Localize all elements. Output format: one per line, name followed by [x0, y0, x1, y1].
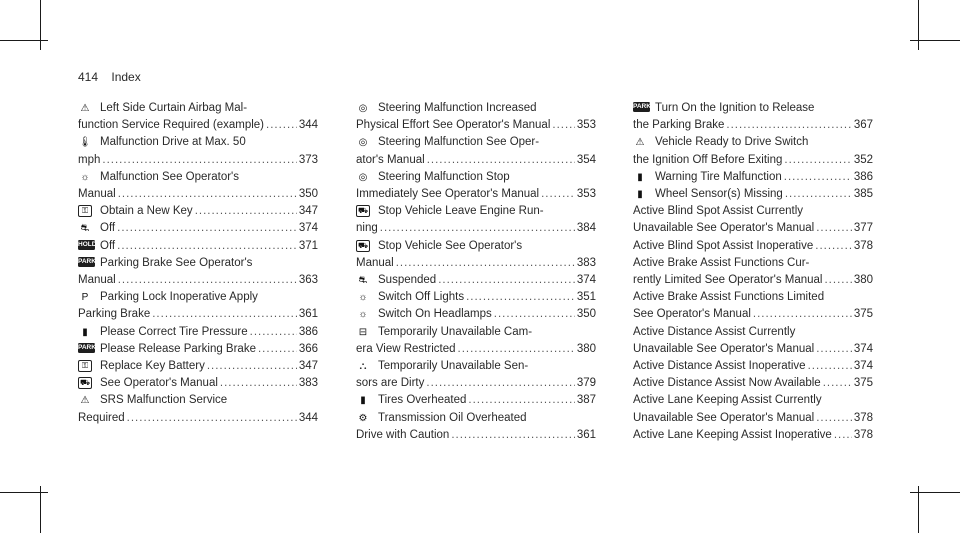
steering-malfunction-icon: ◎: [358, 103, 368, 114]
index-entry-text: Stop Vehicle See Operator's: [378, 239, 523, 252]
index-entry[interactable]: [78, 203, 318, 220]
dot-leader: [466, 289, 575, 306]
index-entry[interactable]: [633, 324, 873, 358]
index-page-number[interactable]: 350: [576, 308, 596, 321]
index-entry-line: [633, 255, 873, 272]
index-entry-line: [356, 392, 596, 409]
index-page-number[interactable]: 366: [298, 342, 318, 355]
index-entry[interactable]: [633, 134, 873, 168]
index-entry-line: [78, 341, 318, 358]
index-entry-line: [78, 358, 318, 375]
index-page-number[interactable]: 377: [853, 222, 873, 235]
index-entry[interactable]: [633, 358, 873, 375]
index-entry-line: [633, 152, 873, 169]
index-page-number[interactable]: 373: [298, 153, 318, 166]
index-entry-text: the Parking Brake: [633, 119, 725, 132]
index-entry-text: function Service Required (example): [78, 119, 265, 132]
dot-leader: [784, 152, 851, 169]
index-entry-text: Parking Brake See Operator's: [100, 256, 253, 269]
index-entry-text: Active Distance Assist Currently: [633, 325, 796, 338]
dot-leader: [816, 410, 852, 427]
index-entry-text: Unavailable See Operator's Manual: [633, 222, 815, 235]
key-icon: ⚿: [78, 205, 92, 217]
index-entry[interactable]: [633, 186, 873, 203]
index-entry-text: Active Lane Keeping Assist Inoperative: [633, 428, 832, 441]
dot-leader: [220, 375, 297, 392]
index-entry-line: [633, 358, 873, 375]
vehicle-icon: ⛟: [357, 240, 369, 250]
index-entry[interactable]: [356, 392, 596, 409]
index-entry-line: [356, 134, 596, 151]
index-entry-text: ning: [356, 222, 378, 235]
index-entry-line: [78, 100, 318, 117]
index-entry[interactable]: [633, 392, 873, 426]
park-icon: PARK: [633, 103, 651, 110]
dot-leader: [102, 152, 296, 169]
index-entry-text: Replace Key Battery: [100, 360, 205, 373]
dot-leader: [541, 186, 575, 203]
dot-leader: [458, 341, 575, 358]
index-entry-line: [356, 255, 596, 272]
index-entry-text: ator's Manual: [356, 153, 425, 166]
index-entry-line: [78, 117, 318, 134]
index-entry-text: Please Release Parking Brake: [100, 342, 256, 355]
index-entry-text: Vehicle Ready to Drive Switch: [655, 136, 809, 149]
index-entry-line: [633, 306, 873, 323]
index-entry-text: sors are Dirty: [356, 377, 425, 390]
dot-leader: [426, 375, 574, 392]
index-page-number[interactable]: 374: [853, 342, 873, 355]
index-entry[interactable]: [356, 324, 596, 358]
index-entry-line: [356, 186, 596, 203]
index-entry-text: Left Side Curtain Airbag Mal-: [100, 102, 248, 114]
index-entry-text: Active Brake Assist Functions Limited: [633, 291, 825, 304]
index-page-number[interactable]: 374: [298, 222, 318, 235]
light-bulb-icon: ☼: [80, 171, 90, 183]
index-entry[interactable]: [633, 255, 873, 289]
index-entry-line: [78, 410, 318, 427]
index-page-number[interactable]: 386: [298, 325, 318, 338]
index-entry-line: [633, 134, 873, 151]
index-entry-line: [633, 100, 873, 117]
index-entry-text: Drive with Caution: [356, 428, 450, 441]
index-entry-text: Obtain a New Key: [100, 205, 193, 218]
dot-leader: [494, 306, 575, 323]
index-entry-text: Manual: [78, 274, 116, 287]
index-entry[interactable]: [78, 238, 318, 255]
key-icon: ⚿: [78, 360, 92, 372]
vehicle-icon: ⛟: [79, 378, 91, 388]
index-entry-text: Parking Brake: [78, 308, 151, 321]
index-entry-text: Steering Malfunction Increased: [378, 102, 537, 114]
dot-leader: [117, 238, 297, 255]
index-entry-line: [356, 100, 596, 117]
crop-mark: [0, 492, 48, 493]
index-entry-line: [78, 289, 318, 306]
dot-leader: [784, 169, 852, 186]
tire-pressure-icon: ▮: [637, 171, 643, 183]
index-page-number[interactable]: 374: [576, 274, 596, 287]
index-entry[interactable]: [78, 289, 318, 323]
crop-mark: [910, 40, 960, 41]
index-entry-text: Stop Vehicle Leave Engine Run-: [378, 205, 544, 218]
index-entry-text: Parking Lock Inoperative Apply: [100, 291, 258, 304]
index-entry-text: Physical Effort See Operator's Manual: [356, 119, 551, 132]
dot-leader: [816, 220, 852, 237]
index-entry-line: [356, 117, 596, 134]
index-entry[interactable]: [78, 255, 318, 289]
index-entry-line: [78, 324, 318, 341]
crop-mark: [918, 0, 919, 50]
index-entry-line: [356, 375, 596, 392]
index-entry-text: Active Blind Spot Assist Currently: [633, 205, 804, 218]
index-entry-text: See Operator's Manual: [633, 308, 751, 321]
index-entry-text: Malfunction See Operator's: [100, 170, 239, 183]
index-entry[interactable]: [633, 289, 873, 323]
dot-leader: [753, 306, 852, 323]
dot-leader: [207, 358, 297, 375]
index-entry-line: [633, 427, 873, 444]
index-page-number[interactable]: 380: [853, 274, 873, 287]
crop-mark: [40, 0, 41, 50]
index-entry-line: [78, 169, 318, 186]
dot-leader: [808, 358, 852, 375]
transmission-oil-icon: ⚙: [358, 412, 368, 424]
index-entry-text: the Ignition Off Before Exiting: [633, 153, 783, 166]
index-entry-line: [633, 341, 873, 358]
steering-assist-icon: ⛐: [80, 223, 90, 235]
index-entry-line: [633, 169, 873, 186]
index-entry-line: [78, 238, 318, 255]
index-entry-text: Turn On the Ignition to Release: [655, 102, 815, 114]
index-page-number[interactable]: 350: [298, 188, 318, 201]
page-number: 414: [78, 70, 99, 84]
dot-leader: [380, 220, 575, 237]
index-entry-text: Active Brake Assist Functions Cur-: [633, 256, 810, 269]
index-entry-line: [78, 375, 318, 392]
hold-icon: HOLD: [78, 240, 97, 248]
tire-pressure-icon: ▮: [82, 326, 88, 338]
index-page-number[interactable]: 378: [853, 411, 873, 424]
index-entry-text: Tires Overheated: [378, 394, 467, 407]
index-entry-text: Switch Off Lights: [378, 291, 465, 304]
index-page-number[interactable]: 383: [298, 377, 318, 390]
index-entry[interactable]: [356, 358, 596, 392]
index-entry[interactable]: [78, 341, 318, 358]
index-page-number[interactable]: 378: [853, 428, 873, 441]
index-entry-text: Temporarily Unavailable Cam-: [378, 325, 533, 338]
index-page-number[interactable]: 351: [576, 291, 596, 304]
camera-view-icon: ⊟: [358, 326, 368, 338]
index-page-number[interactable]: 387: [576, 394, 596, 407]
index-entry-line: [633, 272, 873, 289]
index-entry-line: [78, 272, 318, 289]
index-entry-line: [633, 220, 873, 237]
index-page-number[interactable]: 344: [298, 411, 318, 424]
index-entry-line: [356, 410, 596, 427]
index-entry-line: [633, 186, 873, 203]
dot-leader: [824, 272, 851, 289]
index-entry[interactable]: [633, 427, 873, 444]
index-entry-text: Off: [100, 239, 116, 252]
index-entry-text: Steering Malfunction See Oper-: [378, 136, 540, 149]
index-entry-line: [633, 375, 873, 392]
index-entry-line: [633, 410, 873, 427]
index-page-number[interactable]: 354: [576, 153, 596, 166]
dot-leader: [152, 306, 297, 323]
light-bulb-icon: ☼: [358, 309, 368, 321]
index-page-number[interactable]: 383: [576, 256, 596, 269]
index-entry-text: Active Lane Keeping Assist Currently: [633, 394, 822, 407]
index-entry-text: Active Distance Assist Inoperative: [633, 360, 806, 373]
index-entry-text: Unavailable See Operator's Manual: [633, 411, 815, 424]
index-entry-line: [356, 238, 596, 255]
index-entry[interactable]: [356, 238, 596, 272]
dot-leader: [451, 427, 574, 444]
index-entry[interactable]: [356, 289, 596, 306]
dot-leader: [258, 341, 297, 358]
index-page-number[interactable]: 378: [853, 239, 873, 252]
index-entry-line: [78, 186, 318, 203]
index-page-number[interactable]: 361: [576, 428, 596, 441]
index-entry[interactable]: [356, 169, 596, 203]
index-entry-text: Manual: [78, 188, 116, 201]
index-entry-line: [633, 289, 873, 306]
index-column-3: [633, 100, 873, 444]
index-entry-text: Manual: [356, 256, 394, 269]
index-entry-line: [356, 306, 596, 323]
dot-leader: [195, 203, 297, 220]
dot-leader: [823, 375, 852, 392]
index-entry-text: Suspended: [378, 274, 437, 287]
index-page-number[interactable]: 374: [853, 360, 873, 373]
index-entry[interactable]: [633, 203, 873, 237]
index-entry-line: [356, 358, 596, 375]
index-entry[interactable]: [78, 324, 318, 341]
index-entry-text: Transmission Oil Overheated: [378, 411, 527, 424]
vehicle-icon: ⛟: [357, 206, 369, 216]
index-entry-text: Off: [100, 222, 116, 235]
index-entry-line: [356, 169, 596, 186]
airbag-warning-icon: ⚠: [80, 103, 90, 114]
index-entry[interactable]: [78, 358, 318, 375]
page-header: [78, 70, 141, 84]
dot-leader: [552, 117, 574, 134]
index-page-number[interactable]: 375: [853, 308, 873, 321]
light-bulb-icon: ☼: [358, 292, 368, 304]
index-entry-text: mph: [78, 153, 101, 166]
index-entry[interactable]: [78, 100, 318, 134]
index-entry-text: Warning Tire Malfunction: [655, 170, 782, 183]
index-page-number[interactable]: 363: [298, 274, 318, 287]
tire-pressure-icon: ▮: [637, 189, 643, 201]
warning-triangle-icon: ⚠: [635, 137, 645, 149]
index-entry[interactable]: [356, 410, 596, 444]
index-entry-line: [633, 392, 873, 409]
dot-leader: [250, 324, 297, 341]
index-entry[interactable]: [633, 169, 873, 186]
index-entry-line: [78, 255, 318, 272]
index-page-number[interactable]: 352: [853, 153, 873, 166]
index-page-number[interactable]: 353: [576, 119, 596, 132]
index-entry[interactable]: [78, 220, 318, 237]
index-entry[interactable]: [78, 169, 318, 203]
index-page-number[interactable]: 344: [298, 119, 318, 132]
park-icon: PARK: [78, 257, 96, 265]
index-entry[interactable]: [356, 134, 596, 168]
index-page-number[interactable]: 347: [298, 360, 318, 373]
index-entry-line: [78, 392, 318, 409]
index-entry-text: Temporarily Unavailable Sen-: [378, 360, 529, 373]
index-page-number[interactable]: 371: [298, 239, 318, 252]
index-entry-text: Required: [78, 411, 125, 424]
crop-mark: [910, 492, 960, 493]
index-entry-text: rently Limited See Operator's Manual: [633, 274, 823, 287]
index-entry[interactable]: [356, 306, 596, 323]
index-entry-line: [78, 134, 318, 151]
dot-leader: [118, 186, 297, 203]
index-entry-line: [356, 272, 596, 289]
index-entry[interactable]: [633, 238, 873, 255]
index-entry-text: See Operator's Manual: [100, 377, 218, 390]
dot-leader: [815, 238, 852, 255]
index-page-number[interactable]: 367: [853, 119, 873, 132]
index-column-2: [356, 100, 596, 444]
index-entry-line: [356, 341, 596, 358]
steering-malfunction-icon: ◎: [358, 137, 368, 149]
dot-leader: [396, 255, 575, 272]
index-entry-text: Immediately See Operator's Manual: [356, 188, 540, 201]
dot-leader: [127, 410, 297, 427]
index-column-1: [78, 100, 318, 427]
sensor-icon: ⛬: [359, 361, 367, 373]
index-page-number[interactable]: 386: [853, 170, 873, 183]
index-entry-text: Switch On Headlamps: [378, 308, 492, 321]
index-page-number[interactable]: 347: [298, 205, 318, 218]
index-page-number[interactable]: 384: [576, 222, 596, 235]
dot-leader: [427, 152, 575, 169]
index-entry-line: [633, 238, 873, 255]
index-entry-line: [356, 289, 596, 306]
index-entry[interactable]: [78, 392, 318, 426]
index-entry-text: era View Restricted: [356, 342, 456, 355]
index-entry[interactable]: [78, 134, 318, 168]
tire-pressure-icon: ▮: [360, 395, 366, 407]
index-entry-line: [633, 324, 873, 341]
index-page-number[interactable]: 375: [853, 377, 873, 390]
index-entry-text: SRS Malfunction Service: [100, 394, 228, 407]
index-entry-line: [356, 152, 596, 169]
thermometer-icon: 🌡: [78, 137, 92, 149]
dot-leader: [834, 427, 852, 444]
dot-leader: [726, 117, 851, 134]
index-entry[interactable]: [633, 375, 873, 392]
crop-mark: [0, 40, 48, 41]
dot-leader: [118, 272, 297, 289]
index-entry-line: [78, 203, 318, 220]
index-page-number[interactable]: 361: [298, 308, 318, 321]
index-entry-line: [356, 220, 596, 237]
index-entry[interactable]: [633, 100, 873, 134]
section-title: Index: [111, 70, 141, 84]
index-entry-line: [78, 306, 318, 323]
index-entry-line: [356, 324, 596, 341]
park-icon: PARK: [78, 343, 96, 351]
index-page-number[interactable]: 385: [853, 188, 873, 201]
index-entry-line: [356, 203, 596, 220]
index-entry-line: [78, 220, 318, 237]
p-gear-icon: P: [81, 292, 89, 304]
index-entry[interactable]: [78, 375, 318, 392]
index-entry-line: [356, 427, 596, 444]
steering-assist-icon: ⛐: [358, 275, 368, 287]
index-entry-text: Please Correct Tire Pressure: [100, 325, 248, 338]
index-page-number[interactable]: 353: [576, 188, 596, 201]
index-entry-text: Wheel Sensor(s) Missing: [655, 188, 783, 201]
index-entry-text: Malfunction Drive at Max. 50: [100, 136, 246, 149]
index-entry-text: Steering Malfunction Stop: [378, 170, 510, 183]
airbag-warning-icon: ⚠: [80, 395, 90, 407]
index-entry[interactable]: [356, 272, 596, 289]
index-entry[interactable]: [356, 203, 596, 237]
index-page-number[interactable]: 379: [576, 377, 596, 390]
index-page-number[interactable]: 380: [576, 342, 596, 355]
index-entry-text: Unavailable See Operator's Manual: [633, 342, 815, 355]
dot-leader: [117, 220, 297, 237]
dot-leader: [816, 341, 852, 358]
index-entry-text: Active Blind Spot Assist Inoperative: [633, 239, 814, 252]
dot-leader: [785, 186, 852, 203]
dot-leader: [266, 117, 297, 134]
dot-leader: [468, 392, 574, 409]
index-entry-line: [633, 203, 873, 220]
index-entry-text: Active Distance Assist Now Available: [633, 377, 821, 390]
index-entry-line: [78, 152, 318, 169]
index-entry[interactable]: [356, 100, 596, 134]
dot-leader: [438, 272, 575, 289]
steering-malfunction-icon: ◎: [358, 171, 368, 183]
index-entry-line: [633, 117, 873, 134]
